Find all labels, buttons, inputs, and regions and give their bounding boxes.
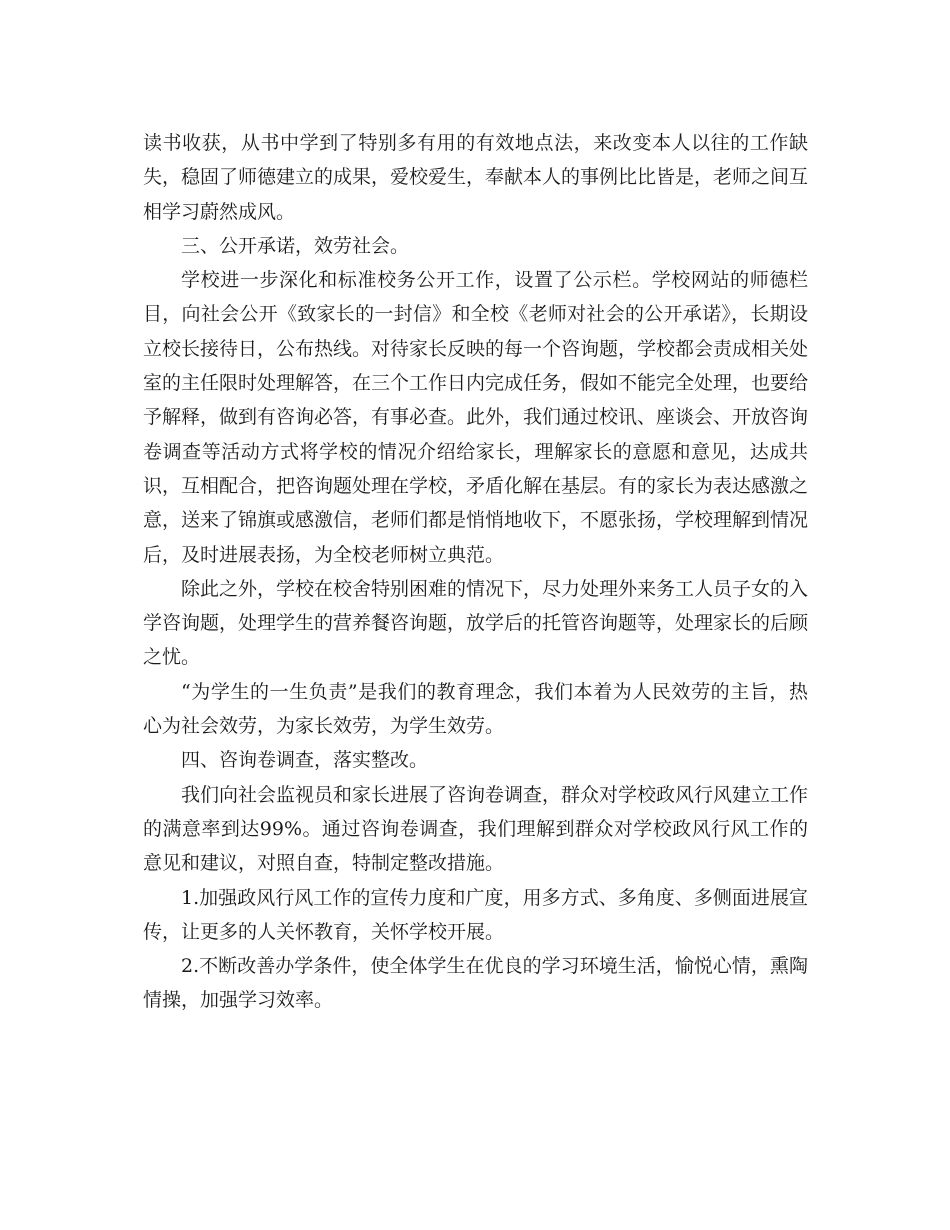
paragraph-1: 读书收获，从书中学到了特别多有用的有效地点法，来改变本人以往的工作缺失，稳固了师德建立的成果，爱校爱生，奉献本人的事例比比皆是，老师之间互相学习蔚然成风。 xyxy=(143,132,809,223)
paragraph-2: 学校进一步深化和标准校务公开工作，设置了公示栏。学校网站的师德栏目，向社会公开《致家长的一封信》和全校《老师对社会的公开承诺》，长期设立校长接待日，公布热线。对待家长反映的每一个咨询题，学校都会责成相关处室的主任限时处理解答，在三个工作日内完成任务，假如不能完全处理，也要给予解释，做到有咨询必答，有事必查。此外，我们通过校讯、座谈会、开放咨询卷调查等活动方式将学校的情况介绍给家长，理解家长的意愿和意见，达成共识，互相配合，把咨询题处理在学校，矛盾化解在基层。有的家长为表达感激之意，送来了锦旗或感激信，老师们都是悄悄地收下，不愿张扬，学校理解到情况后，及时进展表扬，为全校老师树立典范。 xyxy=(143,269,809,566)
section-heading-4: 四、咨询卷调查，落实整改。 xyxy=(181,749,429,772)
list-item-1: 1.加强政风行风工作的宣传力度和广度，用多方式、多角度、多侧面进展宣传，让更多的人关怀教育，关怀学校开展。 xyxy=(143,886,808,943)
paragraph-3: 除此之外，学校在校舍特别困难的情况下，尽力处理外来务工人员子女的入学咨询题，处理学生的营养餐咨询题，放学后的托管咨询题等，处理家长的后顾之忧。 xyxy=(143,577,809,669)
list-item-2: 2.不断改善办学条件，使全体学生在优良的学习环境生活，愉悦心情，熏陶情操，加强学习效率。 xyxy=(143,955,808,1012)
paragraph-5: 我们向社会监视员和家长进展了咨询卷调查，群众对学校政风行风建立工作的满意率到达99%。通过咨询卷调查，我们理解到群众对学校政风行风工作的意见和建议，对照自查，特制定整改措施。 xyxy=(143,783,809,875)
section-heading-3: 三、公开承诺，效劳社会。 xyxy=(181,234,410,257)
paragraph-4: “为学生的一生负责”是我们的教育理念，我们本着为人民效劳的主旨，热心为社会效劳，为家长效劳，为学生效劳。 xyxy=(143,680,808,738)
document-body xyxy=(143,126,808,1018)
